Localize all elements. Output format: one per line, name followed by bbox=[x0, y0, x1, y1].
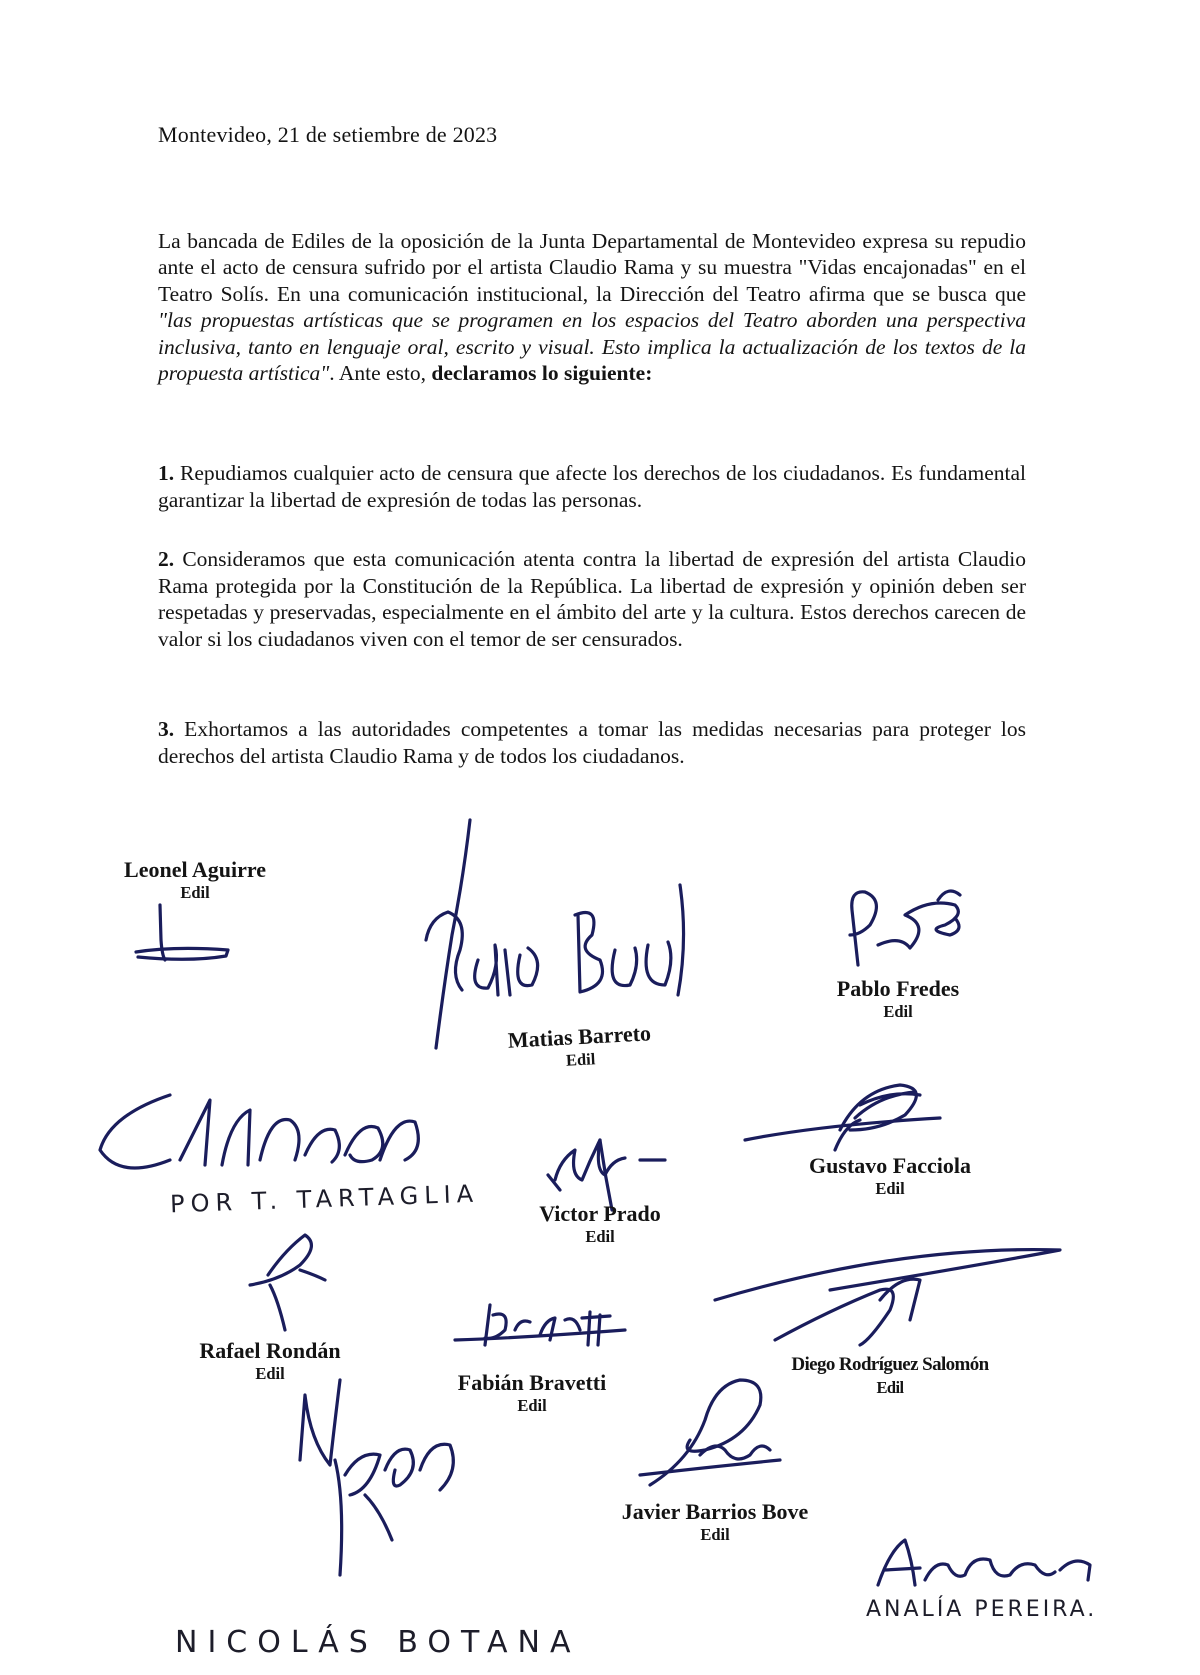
signature-pereira bbox=[878, 1540, 1090, 1585]
signature-bravetti bbox=[455, 1305, 625, 1345]
signer-role: Edil bbox=[883, 1002, 913, 1021]
signer-role: Edil bbox=[565, 1049, 596, 1070]
handwritten-pereira: ANALÍA PEREIRA. bbox=[866, 1597, 1098, 1622]
signature-rondan bbox=[250, 1235, 325, 1330]
signature-rodriguez bbox=[715, 1250, 1060, 1345]
signature-tartaglia bbox=[100, 1095, 418, 1168]
signer-role: Edil bbox=[876, 1378, 904, 1397]
point-number: 3. bbox=[158, 717, 175, 741]
signer-rafael-rondan bbox=[175, 1339, 365, 1385]
handwritten-tartaglia: POR T. TARTAGLIA bbox=[169, 1179, 480, 1219]
intro-quote: "las propuestas artísticas que se programen en los espacios del Teatro aborden una perspectiva inclusiva, tanto en lenguaje oral, escrito y visual. Esto implica la actualización de los textos de la propuesta artística" bbox=[158, 308, 1026, 386]
signature-botana bbox=[300, 1380, 453, 1575]
signer-name: Fabián Bravetti bbox=[457, 1370, 607, 1395]
signer-gustavo-facciola bbox=[780, 1154, 1000, 1200]
date-line: Montevideo, 21 de setiembre de 2023 bbox=[158, 122, 498, 147]
signer-fabian-bravetti bbox=[432, 1371, 632, 1417]
signature-fredes bbox=[850, 891, 960, 965]
signature-facciola bbox=[745, 1085, 940, 1150]
signer-name: Victor Prado bbox=[539, 1201, 661, 1226]
intro-text: La bancada de Ediles de la oposición de la Junta Departamental de Montevideo expresa su repudio ante el acto de censura sufrido por el artista Claudio Rama y su muestra "Vidas encajonadas" en el Teatro Solís. En una comunicación institucional, la Dirección del Teatro afirma que se busca que bbox=[158, 229, 1026, 306]
point-number: 2. bbox=[158, 547, 175, 571]
signer-role: Edil bbox=[700, 1525, 730, 1544]
signer-name: Gustavo Facciola bbox=[809, 1153, 971, 1178]
signer-javier-barrios-bove bbox=[605, 1500, 825, 1546]
signer-name: Matias Barreto bbox=[507, 1020, 652, 1053]
signer-role: Edil bbox=[180, 883, 210, 902]
signature-prado bbox=[548, 1140, 665, 1210]
signer-role: Edil bbox=[517, 1396, 547, 1415]
point-text: Consideramos que esta comunicación atenta contra la libertad de expresión del artista Claudio Rama protegida por la Constitución de la República. La libertad de expresión y opinión deben ser respetadas y preservadas, especialmente en el ámbito del arte y la cultura. Estos derechos carecen de valor si los ciudadanos viven con el temor de ser censurados. bbox=[158, 547, 1026, 651]
point-text: Exhortamos a las autoridades competentes a tomar las medidas necesarias para proteger los derechos del artista Claudio Rama y de todos los ciudadanos. bbox=[158, 717, 1026, 768]
signer-role: Edil bbox=[255, 1364, 285, 1383]
signer-name: Rafael Rondán bbox=[199, 1338, 341, 1363]
signer-pablo-fredes bbox=[808, 977, 988, 1023]
declaration-heading: declaramos lo siguiente: bbox=[431, 361, 653, 386]
signature-barrios bbox=[640, 1380, 780, 1485]
signer-name: Pablo Fredes bbox=[836, 976, 960, 1001]
signer-leonel-aguirre bbox=[100, 858, 290, 904]
point-number: 1. bbox=[158, 461, 175, 485]
signer-name: Diego Rodríguez Salomón bbox=[791, 1354, 989, 1375]
signature-barreto bbox=[426, 820, 684, 1048]
signer-name: Leonel Aguirre bbox=[124, 857, 266, 882]
intro-text-end: . Ante esto, bbox=[329, 361, 432, 386]
signer-diego-rodriguez-salomon bbox=[760, 1353, 1020, 1399]
signer-role: Edil bbox=[585, 1227, 615, 1246]
signer-name: Javier Barrios Bove bbox=[621, 1499, 809, 1524]
point-text: Repudiamos cualquier acto de censura que afecte los derechos de los ciudadanos. Es fundamental garantizar la libertad de expresión de todas las personas. bbox=[158, 461, 1026, 512]
handwritten-botana: NICOLÁS BOTANA bbox=[175, 1625, 581, 1660]
signer-role: Edil bbox=[875, 1179, 905, 1198]
signer-victor-prado bbox=[520, 1202, 680, 1248]
signature-aguirre bbox=[136, 905, 228, 960]
